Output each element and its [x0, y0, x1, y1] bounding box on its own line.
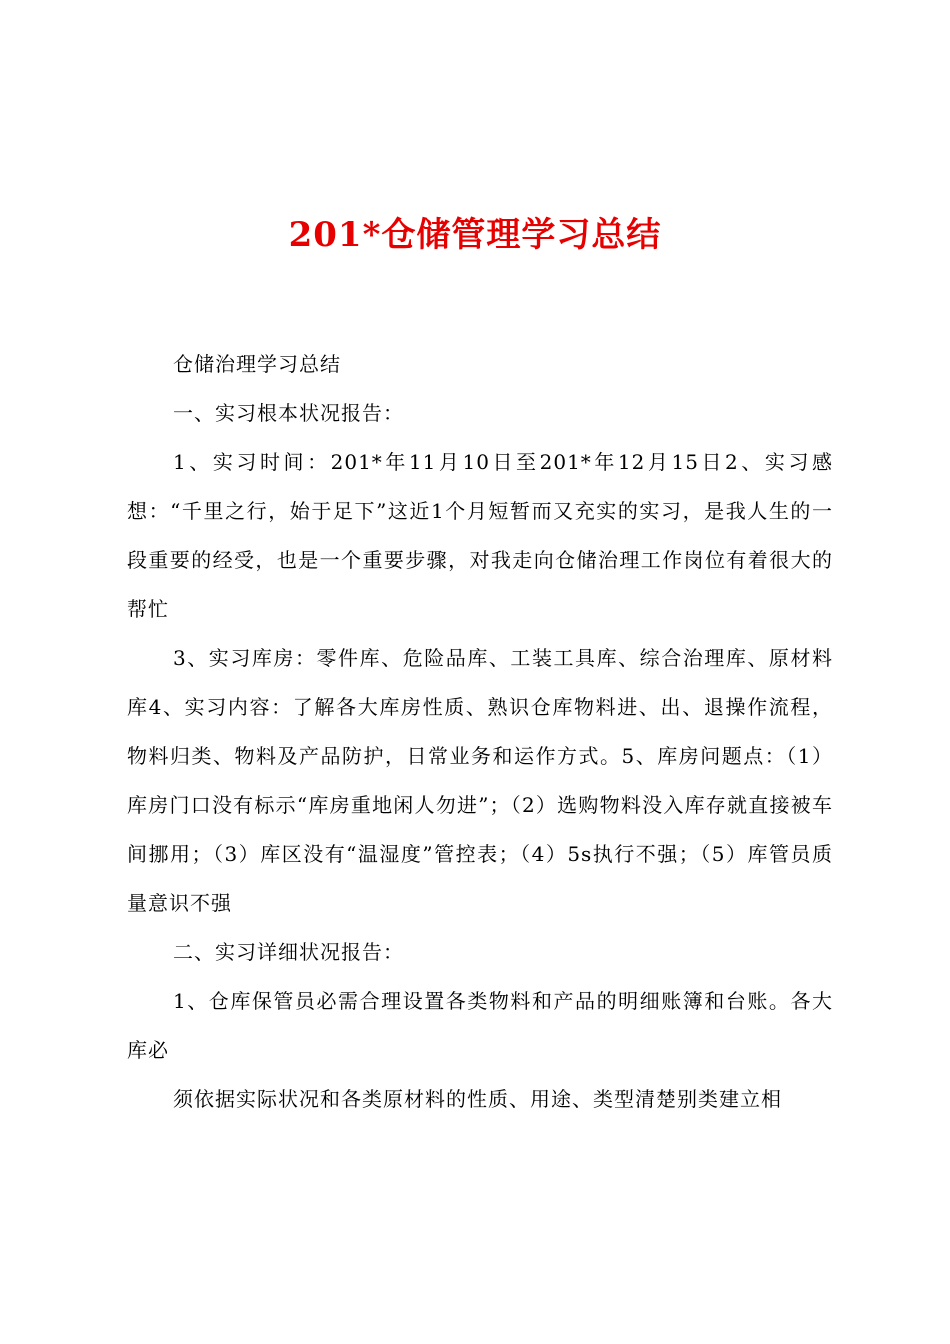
paragraph-heading: 仓储治理学习总结: [173, 352, 341, 376]
document-title: 201*仓储管理学习总结: [288, 215, 662, 255]
paragraph-warehouse-details: 3、实习库房：零件库、危险品库、工装工具库、综合治理库、原材料库4、实习内容：了解各大库房性质、熟识仓库物料进、出、退操作流程，物料归类、物料及产品防护，日常业务和运作方式。5、库房问题点：（1）库房门口没有标示“库房重地闲人勿进”；（2）选购物料没入库存就直接被车间挪用；（3）库区没有“温湿度”管控表；（4）5s执行不强；（5）库管员质量意识不强: [127, 646, 833, 915]
document-body: [127, 340, 833, 1124]
paragraph-material-categories: 须依据实际状况和各类原材料的性质、用途、类型清楚别类建立相: [173, 1087, 782, 1111]
paragraph-internship-time: 1、实习时间：201*年11月10日至201*年12月15日2、实习感想：“千里之行，始于足下”这近1个月短暂而又充实的实习，是我人生的一段重要的经受，也是一个重要步骤，对我走向仓储治理工作岗位有着很大的帮忙: [127, 450, 833, 621]
paragraph-section-1: 一、实习根本状况报告：: [173, 401, 404, 425]
paragraph-keeper-duties: 1、仓库保管员必需合理设置各类物料和产品的明细账簿和台账。各大库必: [127, 989, 833, 1062]
paragraph-section-2: 二、实习详细状况报告：: [173, 940, 404, 964]
